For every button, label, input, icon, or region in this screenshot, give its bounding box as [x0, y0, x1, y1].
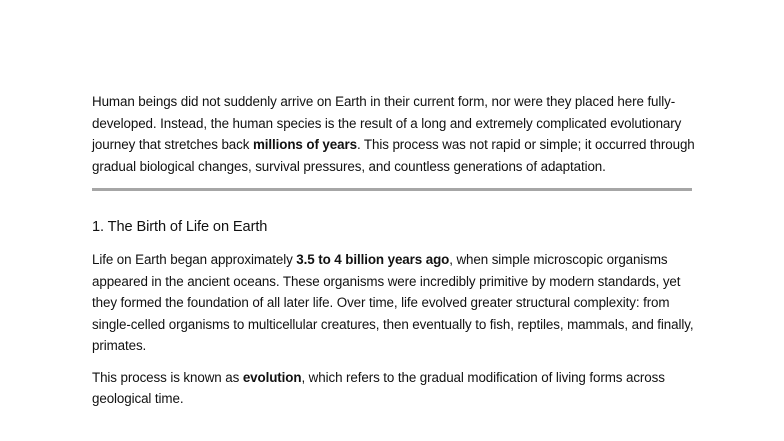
- intro-paragraph: [92, 91, 696, 177]
- intro-tail: . This process was not rapid or simple; it occurred through gradual biological changes, survival pressures, and countless generations of adaptation.: [92, 137, 695, 174]
- para2-emphasis: evolution: [242, 369, 302, 385]
- para2-tail: , which refers to the gradual modification of living forms across geological time.: [92, 369, 665, 406]
- document-body: [92, 91, 696, 410]
- horizontal-divider: [92, 188, 692, 191]
- section-paragraph-2: [92, 367, 696, 410]
- para2-lead: This process is known as: [92, 369, 243, 385]
- intro-emphasis: millions of years: [252, 137, 357, 152]
- section-heading: 1. The Birth of Life on Earth: [92, 219, 268, 235]
- intro-lead: Human beings did not suddenly arrive on Earth in their current form, nor were they placed here fully-developed. Instead, the human species is the result of a long and extremely complicated evolutionary journey that stretches back: [92, 94, 682, 152]
- section-paragraph-1: [92, 249, 696, 357]
- para1-lead: Life on Earth began approximately: [92, 252, 297, 267]
- para1-tail: , when simple microscopic organisms appeared in the ancient oceans. These organisms were incredibly primitive by modern standards, yet they formed the foundation of all later life. Over time, life evolved greater structural complexity: from single-celled organisms to multicellular creatures, then eventually to fish, reptiles, mammals, and finally, primates.: [92, 252, 694, 353]
- para1-emphasis: 3.5 to 4 billion years ago: [296, 252, 450, 267]
